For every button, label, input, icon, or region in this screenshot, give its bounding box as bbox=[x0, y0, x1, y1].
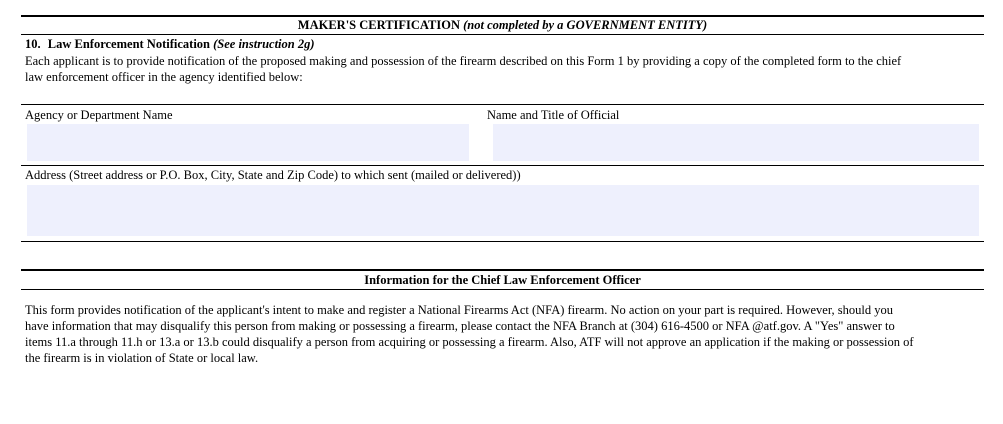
section-10-divider bbox=[21, 104, 984, 105]
cleo-info-line4: the firearm is in violation of State or local law. bbox=[25, 351, 259, 365]
fields-divider bbox=[21, 165, 984, 166]
cleo-info-text bbox=[25, 302, 914, 366]
section-10-heading bbox=[25, 36, 315, 52]
address-label: Address (Street address or P.O. Box, City, State and Zip Code) to which sent (mailed or delivered)) bbox=[25, 168, 521, 182]
agency-input[interactable] bbox=[27, 124, 469, 161]
section-10-text-line1: Each applicant is to provide notification of the proposed making and possession of the firearm described on this Form 1 by providing a copy of the completed form to the chief bbox=[25, 54, 902, 68]
official-input[interactable] bbox=[493, 124, 979, 161]
section-10-title: Law Enforcement Notification bbox=[47, 37, 210, 51]
section-10-text bbox=[25, 53, 901, 85]
address-input[interactable] bbox=[27, 185, 979, 236]
address-divider bbox=[21, 241, 984, 242]
official-label: Name and Title of Official bbox=[487, 108, 620, 122]
header-divider bbox=[21, 34, 984, 35]
cleo-info-line3: items 11.a through 11.h or 13.a or 13.b could disqualify a person from acquiring or possessing a firearm. Also, ATF will not approve an application if the making or possession of bbox=[25, 335, 914, 349]
cleo-info-line2: have information that may disqualify this person from making or possessing a firearm, please contact the NFA Branch at (304) 616-4500 or NFA @atf.gov. A "Yes" answer to bbox=[25, 319, 895, 333]
cleo-top-rule bbox=[21, 269, 984, 271]
section-10-text-line2: law enforcement officer in the agency identified below: bbox=[25, 70, 303, 84]
makers-certification-title: MAKER'S CERTIFICATION bbox=[297, 18, 460, 32]
cleo-info-title: Information for the Chief Law Enforcement Officer bbox=[364, 273, 641, 287]
makers-certification-header bbox=[21, 17, 984, 33]
section-10-instruction: (See instruction 2g) bbox=[213, 37, 315, 51]
cleo-title-divider bbox=[21, 289, 984, 290]
makers-certification-subtitle: (not completed by a GOVERNMENT ENTITY) bbox=[463, 18, 708, 32]
agency-label: Agency or Department Name bbox=[25, 108, 173, 122]
cleo-info-line1: This form provides notification of the applicant's intent to make and register a National Firearms Act (NFA) firearm. No action on your part is required. However, should you bbox=[25, 303, 893, 317]
section-10-number: 10. bbox=[25, 37, 41, 51]
